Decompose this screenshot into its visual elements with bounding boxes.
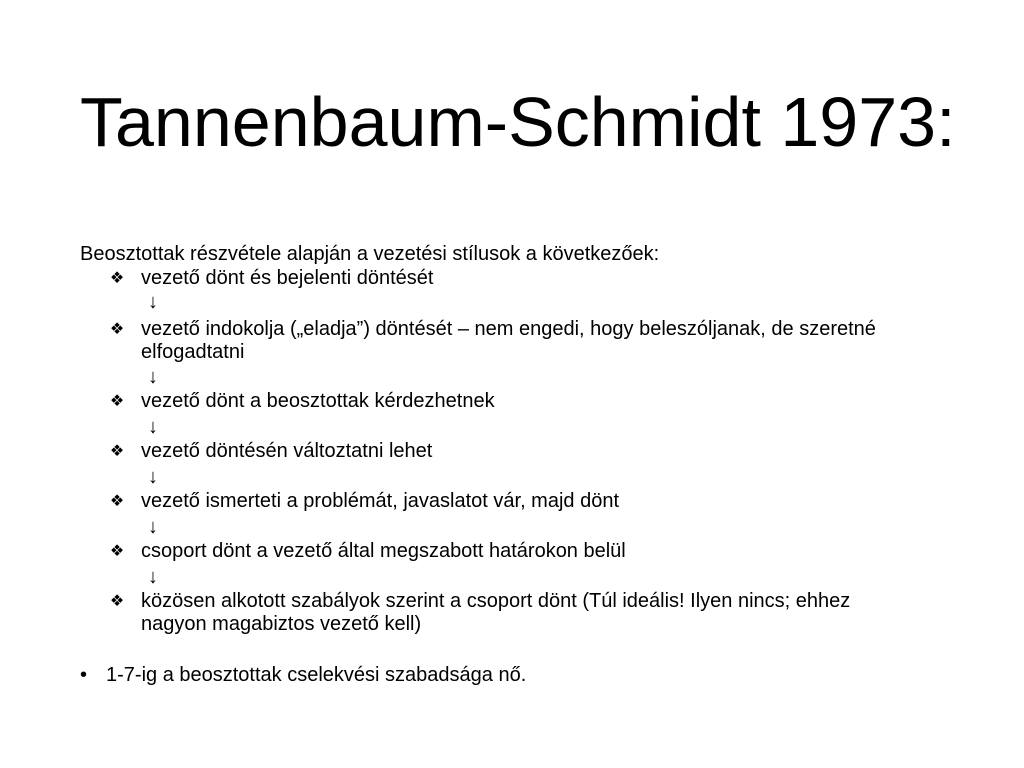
slide-title: Tannenbaum-Schmidt 1973: xyxy=(80,83,956,161)
list-item xyxy=(108,440,908,463)
conclusion-line xyxy=(80,662,526,688)
list-item xyxy=(108,267,908,290)
list-item-text: vezető dönt a beosztottak kérdezhetnek xyxy=(141,390,495,412)
conclusion-text: 1-7-ig a beosztottak cselekvési szabadsága nő. xyxy=(106,664,527,686)
down-arrow-icon: ↓ xyxy=(148,366,158,388)
list-item xyxy=(108,540,908,563)
diamond-bullet-icon: ❖ xyxy=(109,593,125,610)
diamond-bullet-icon: ❖ xyxy=(109,493,125,510)
down-arrow-icon: ↓ xyxy=(148,516,158,538)
list-item xyxy=(108,390,908,413)
list-item-text: vezető dönt és bejelenti döntését xyxy=(141,267,434,289)
list-item-text: közösen alkotott szabályok szerint a csoport dönt (Túl ideális! Ilyen nincs; ehhez nagyon magabiztos vezető kell) xyxy=(141,590,851,635)
diamond-bullet-icon: ❖ xyxy=(109,543,125,560)
list-item xyxy=(108,490,908,513)
diamond-bullet-icon: ❖ xyxy=(109,321,125,338)
list-item-text: csoport dönt a vezető által megszabott határokon belül xyxy=(141,540,626,562)
list-item-text: vezető döntésén változtatni lehet xyxy=(141,440,433,462)
list-item xyxy=(108,318,908,364)
diamond-bullet-icon: ❖ xyxy=(109,393,125,410)
list-item-text: vezető ismerteti a problémát, javaslatot vár, majd dönt xyxy=(141,490,620,512)
diamond-bullet-icon: ❖ xyxy=(109,443,125,460)
round-bullet-icon: • xyxy=(80,664,88,686)
down-arrow-icon: ↓ xyxy=(148,566,158,588)
down-arrow-icon: ↓ xyxy=(148,466,158,488)
down-arrow-icon: ↓ xyxy=(148,291,158,313)
down-arrow-icon: ↓ xyxy=(148,416,158,438)
diamond-bullet-icon: ❖ xyxy=(109,270,125,287)
list-item-text: vezető indokolja („eladja”) döntését – nem engedi, hogy beleszóljanak, de szeretné elfogadtatni xyxy=(141,318,876,363)
list-item xyxy=(108,590,908,636)
intro-text: Beosztottak részvétele alapján a vezetési stílusok a következőek: xyxy=(80,243,660,265)
